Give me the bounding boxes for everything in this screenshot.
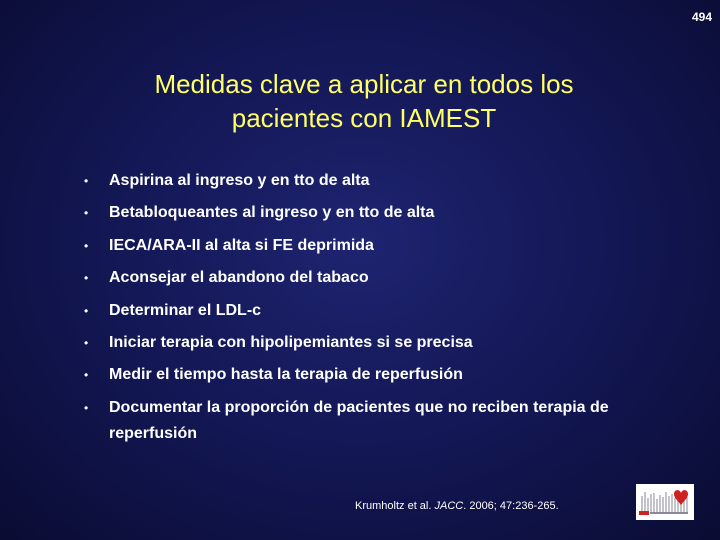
bullet-text: Betabloqueantes al ingreso y en tto de alta — [109, 204, 435, 222]
citation-details: . 2006; 47:236-265. — [463, 500, 559, 512]
society-logo-graphic — [636, 484, 694, 520]
bullet-text: IECA/ARA-II al alta si FE deprimida — [109, 236, 374, 254]
slide-title — [0, 67, 720, 135]
bullet-list — [84, 168, 694, 453]
bullet-icon: • — [84, 335, 89, 350]
bullet-text: Determinar el LDL-c — [109, 301, 262, 319]
bullet-item — [84, 298, 694, 324]
bullet-icon: • — [84, 368, 89, 383]
bullet-item — [84, 233, 694, 259]
bullet-icon: • — [84, 206, 89, 221]
citation — [355, 500, 559, 512]
slide-number: 494 — [691, 10, 712, 24]
bullet-text: Medir el tiempo hasta la terapia de reperfusión — [109, 366, 463, 384]
bullet-text: Documentar la proporción de pacientes que no reciben terapia de reperfusión — [109, 398, 609, 442]
bullet-icon: • — [84, 303, 89, 318]
bullet-text: Aconsejar el abandono del tabaco — [109, 269, 369, 287]
bullet-item — [84, 265, 694, 291]
society-logo-icon — [636, 484, 694, 520]
bullet-item — [84, 168, 694, 194]
bullet-text: Iniciar terapia con hipolipemiantes si se precisa — [109, 333, 473, 351]
bullet-icon: • — [84, 271, 89, 286]
bullet-item — [84, 200, 694, 226]
citation-journal: JACC — [434, 500, 464, 512]
bullet-icon: • — [84, 174, 89, 188]
bullet-icon: • — [84, 238, 89, 253]
slide-title-line-2: pacientes con IAMEST — [231, 103, 497, 134]
slide-title-line-1: Medidas clave a aplicar en todos los — [154, 69, 574, 100]
bullet-text: Aspirina al ingreso y en tto de alta — [109, 172, 370, 189]
bullet-item — [84, 330, 694, 356]
bullet-icon: • — [84, 400, 89, 415]
bullet-item — [84, 395, 694, 447]
citation-authors: Krumholtz et al. — [355, 500, 435, 512]
bullet-item — [84, 362, 694, 388]
